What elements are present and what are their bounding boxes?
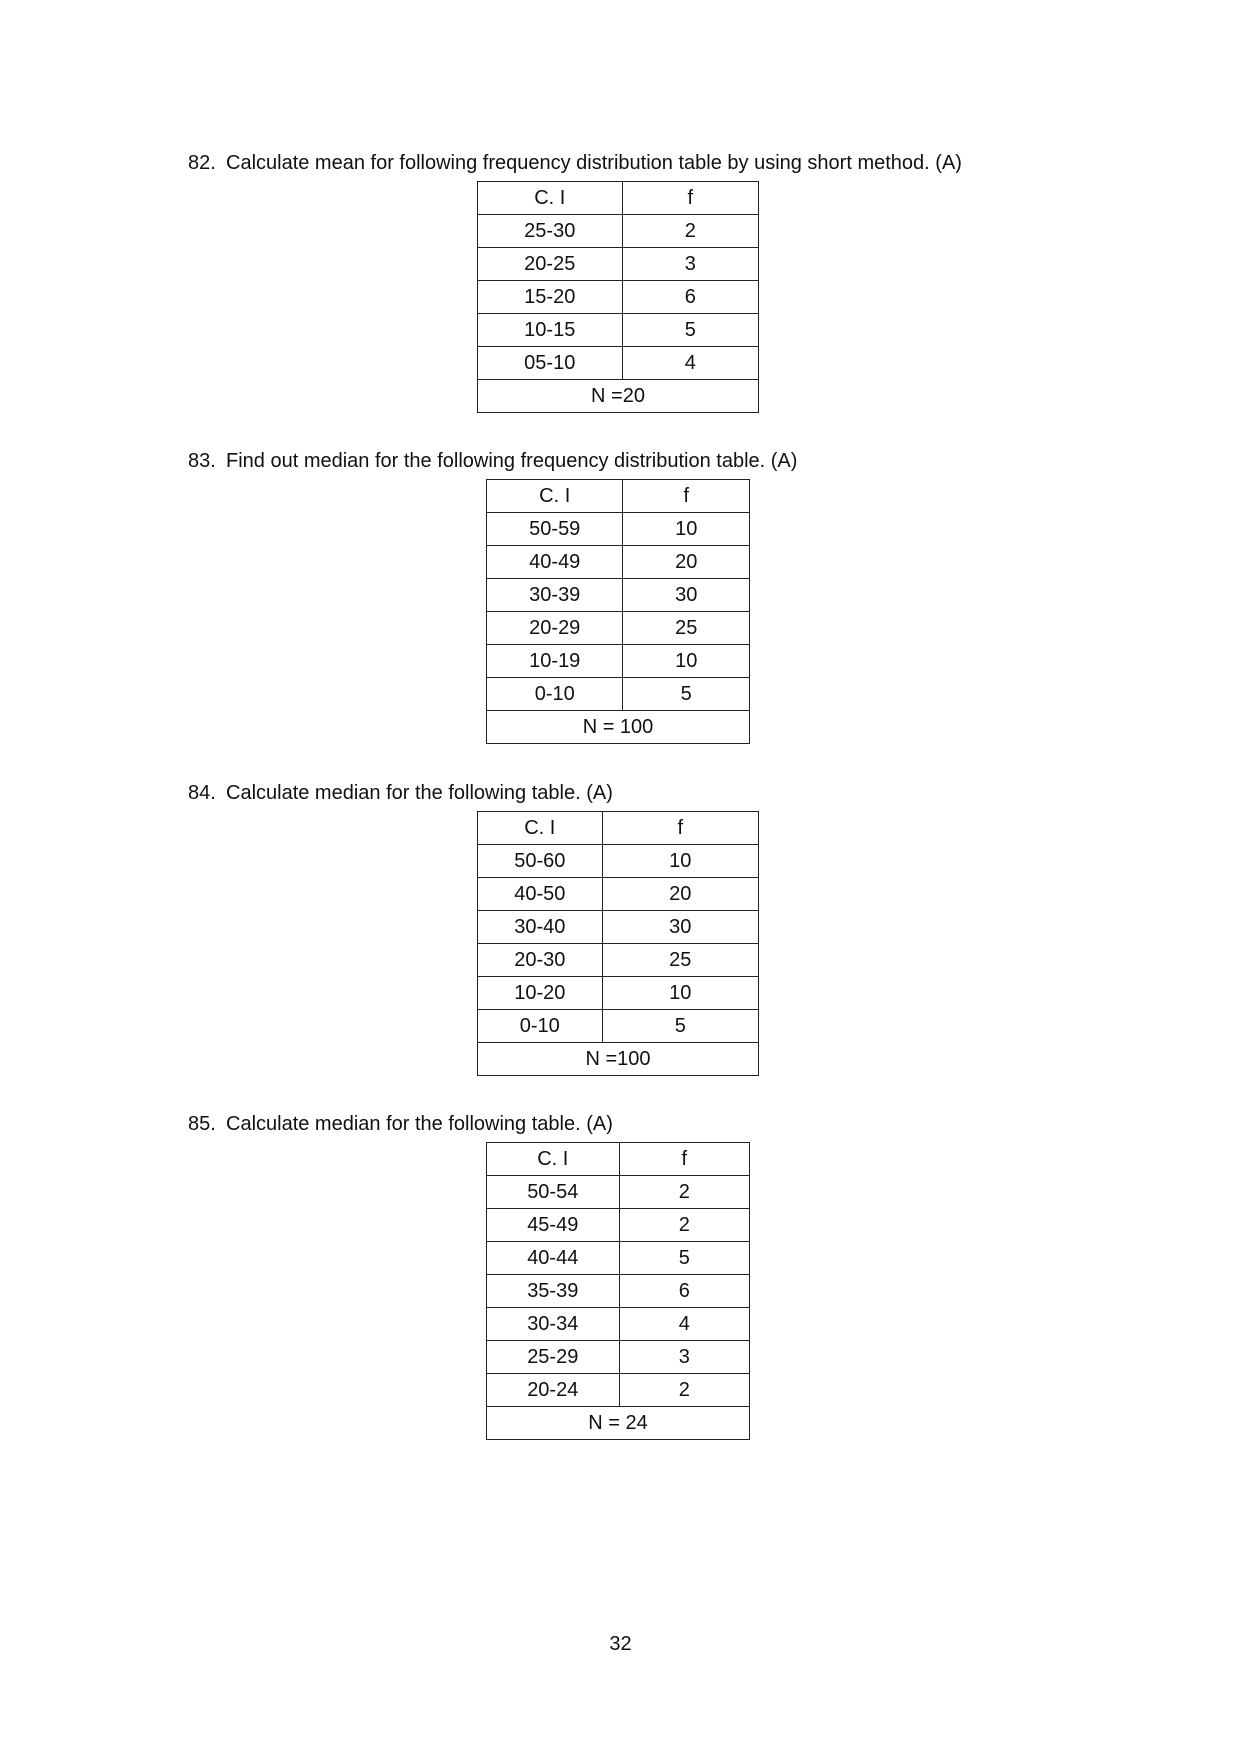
- header-class-interval: C. I: [487, 1143, 620, 1176]
- frequency-cell: 20: [602, 878, 758, 911]
- frequency-cell: 5: [602, 1010, 758, 1043]
- total-cell: N =20: [478, 380, 759, 413]
- header-class-interval: C. I: [487, 480, 623, 513]
- table-header-row: [478, 812, 759, 845]
- table-row: [478, 977, 759, 1010]
- table-row: [478, 1010, 759, 1043]
- page-number: 32: [609, 1633, 632, 1655]
- frequency-cell: 25: [623, 612, 750, 645]
- question-83: [188, 449, 797, 473]
- class-interval-cell: 50-60: [478, 845, 603, 878]
- frequency-cell: 10: [623, 513, 750, 546]
- header-frequency: f: [622, 182, 758, 215]
- class-interval-cell: 30-39: [487, 579, 623, 612]
- table-row: [478, 347, 759, 380]
- frequency-table-85: [486, 1142, 750, 1440]
- table-row: [478, 845, 759, 878]
- table-row: [487, 513, 750, 546]
- class-interval-cell: 45-49: [487, 1209, 620, 1242]
- table-header-row: [487, 480, 750, 513]
- frequency-table-82: [477, 181, 759, 413]
- table-row: [487, 1374, 750, 1407]
- class-interval-cell: 40-50: [478, 878, 603, 911]
- class-interval-cell: 30-40: [478, 911, 603, 944]
- header-frequency: f: [619, 1143, 749, 1176]
- frequency-cell: 20: [623, 546, 750, 579]
- question-number: 83.: [188, 450, 216, 472]
- class-interval-cell: 20-25: [478, 248, 623, 281]
- class-interval-cell: 40-44: [487, 1242, 620, 1275]
- header-frequency: f: [602, 812, 758, 845]
- question-number: 82.: [188, 152, 216, 174]
- question-82: [188, 151, 962, 175]
- header-class-interval: C. I: [478, 182, 623, 215]
- total-cell: N = 100: [487, 711, 750, 744]
- table-total-row: [478, 1043, 759, 1076]
- table-row: [487, 612, 750, 645]
- class-interval-cell: 15-20: [478, 281, 623, 314]
- frequency-cell: 6: [619, 1275, 749, 1308]
- table-row: [487, 1242, 750, 1275]
- class-interval-cell: 25-29: [487, 1341, 620, 1374]
- table-row: [487, 1176, 750, 1209]
- question-number: 85.: [188, 1113, 216, 1135]
- class-interval-cell: 0-10: [487, 678, 623, 711]
- frequency-cell: 10: [623, 645, 750, 678]
- class-interval-cell: 0-10: [478, 1010, 603, 1043]
- table-row: [487, 579, 750, 612]
- table-header-row: [487, 1143, 750, 1176]
- class-interval-cell: 35-39: [487, 1275, 620, 1308]
- total-cell: N =100: [478, 1043, 759, 1076]
- question-number: 84.: [188, 782, 216, 804]
- frequency-cell: 5: [619, 1242, 749, 1275]
- question-85: [188, 1112, 613, 1136]
- question-text: Find out median for the following frequency distribution table. (A): [226, 450, 798, 472]
- class-interval-cell: 30-34: [487, 1308, 620, 1341]
- frequency-cell: 6: [622, 281, 758, 314]
- frequency-cell: 30: [602, 911, 758, 944]
- table-row: [487, 645, 750, 678]
- question-84: [188, 781, 613, 805]
- frequency-cell: 5: [623, 678, 750, 711]
- table-row: [478, 281, 759, 314]
- header-frequency: f: [623, 480, 750, 513]
- frequency-cell: 4: [622, 347, 758, 380]
- class-interval-cell: 50-54: [487, 1176, 620, 1209]
- table-total-row: [487, 711, 750, 744]
- class-interval-cell: 20-30: [478, 944, 603, 977]
- table-row: [487, 678, 750, 711]
- table-row: [478, 878, 759, 911]
- table-row: [478, 248, 759, 281]
- table-total-row: [478, 380, 759, 413]
- frequency-cell: 10: [602, 977, 758, 1010]
- class-interval-cell: 50-59: [487, 513, 623, 546]
- frequency-table-84: [477, 811, 759, 1076]
- frequency-cell: 5: [622, 314, 758, 347]
- total-cell: N = 24: [487, 1407, 750, 1440]
- class-interval-cell: 10-20: [478, 977, 603, 1010]
- frequency-cell: 2: [619, 1374, 749, 1407]
- frequency-cell: 25: [602, 944, 758, 977]
- table-row: [478, 215, 759, 248]
- frequency-cell: 10: [602, 845, 758, 878]
- frequency-cell: 4: [619, 1308, 749, 1341]
- table-row: [478, 314, 759, 347]
- table-row: [478, 911, 759, 944]
- class-interval-cell: 25-30: [478, 215, 623, 248]
- table-row: [487, 1341, 750, 1374]
- table-row: [487, 1275, 750, 1308]
- frequency-cell: 30: [623, 579, 750, 612]
- frequency-table-83: [486, 479, 750, 744]
- question-text: Calculate median for the following table. (A): [226, 782, 613, 804]
- table-row: [487, 546, 750, 579]
- frequency-cell: 2: [622, 215, 758, 248]
- frequency-cell: 3: [622, 248, 758, 281]
- class-interval-cell: 05-10: [478, 347, 623, 380]
- class-interval-cell: 10-15: [478, 314, 623, 347]
- table-row: [487, 1308, 750, 1341]
- class-interval-cell: 20-24: [487, 1374, 620, 1407]
- class-interval-cell: 10-19: [487, 645, 623, 678]
- frequency-cell: 3: [619, 1341, 749, 1374]
- table-total-row: [487, 1407, 750, 1440]
- table-row: [487, 1209, 750, 1242]
- frequency-cell: 2: [619, 1176, 749, 1209]
- table-row: [478, 944, 759, 977]
- question-text: Calculate median for the following table. (A): [226, 1113, 613, 1135]
- class-interval-cell: 40-49: [487, 546, 623, 579]
- table-header-row: [478, 182, 759, 215]
- header-class-interval: C. I: [478, 812, 603, 845]
- frequency-cell: 2: [619, 1209, 749, 1242]
- class-interval-cell: 20-29: [487, 612, 623, 645]
- question-text: Calculate mean for following frequency distribution table by using short method. (A): [226, 152, 962, 174]
